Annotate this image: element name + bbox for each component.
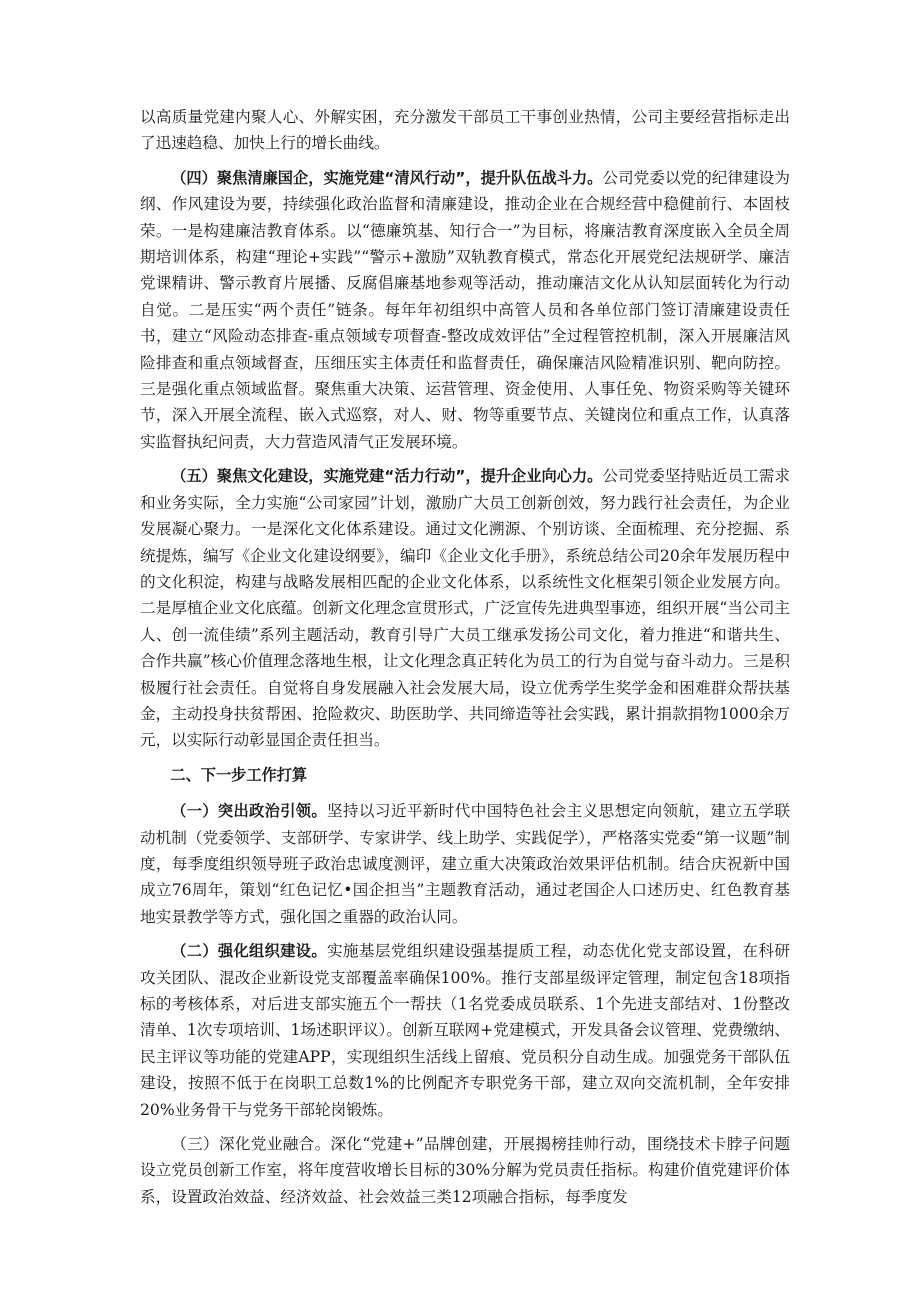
plan-2-paragraph — [140, 938, 790, 1123]
section-4-body: 公司党委以党的纪律建设为纲、作风建设为要，持续强化政治监督和清廉建设，推动企业在合规经营中稳健前行、本固枝荣。一是构建廉洁教育体系。以“德廉筑基、知行合一”为目标，将廉洁教育深度嵌入全员全周期培训体系，构建“理论+实践”“警示+激励”双轨教育模式，常态化开展党纪法规研学、廉洁党课精讲、警示教育片展播、反腐倡廉基地参观等活动，推动廉洁文化从认知层面转化为行动自觉。二是压实“两个责任”链条。每年年初组织中高管人员和各单位部门签订清廉建设责任书，建立“风险动态排查-重点领域专项督查-整改成效评估”全过程管控机制，深入开展廉洁风险排查和重点领域督查，压细压实主体责任和监督责任，确保廉洁风险精准识别、靶向防控。三是强化重点领域监督。聚焦重大决策、运营管理、资金使用、人事任免、物资采购等关键环节，深入开展全流程、嵌入式巡察，对人、财、物等重要节点、关键岗位和重点工作，认真落实监督执纪问责，大力营造风清气正发展环境。 — [140, 168, 790, 451]
plan-2-body: 实施基层党组织建设强基提质工程，动态优化党支部设置，在科研攻关团队、混改企业新设党支部覆盖率确保100%。推行支部星级评定管理，制定包含18项指标的考核体系，对后进支部实施五个一帮扶（1名党委成员联系、1个先进支部结对、1份整改清单、1次专项培训、1场述职评议）。创新互联网+党建模式，开发具备会议管理、党费缴纳、民主评议等功能的党建APP，实现组织生活线上留痕、党员积分自动生成。加强党务干部队伍建设，按照不低于在岗职工总数1%的比例配齐专职党务干部，建立双向交流机制，全年安排20%业务骨干与党务干部轮岗锻炼。 — [140, 942, 790, 1119]
plan-3-body: 深化“党建+”品牌创建，开展揭榜挂帅行动，围绕技术卡脖子问题设立党员创新工作室，将年度营收增长目标的30%分解为党员责任指标。构建价值党建评价体系，设置政治效益、经济效益、社会效益三类12项融合指标，每季度发 — [140, 1135, 790, 1206]
part-2-heading: 二、下一步工作打算 — [170, 765, 308, 784]
plan-1-body: 坚持以习近平新时代中国特色社会主义思想定向领航，建立五学联动机制（党委领学、支部研学、专家讲学、线上助学、实践促学），严格落实党委“第一议题”制度，每季度组织领导班子政治忠诚度测评，建立重大决策政治效果评估机制。结合庆祝新中国成立76周年，策划“红色记忆•国企担当”主题教育活动，通过老国企人口述历史、红色教育基地实景教学等方式，强化国之重器的政治认同。 — [140, 802, 790, 926]
section-5-lead: （五）聚焦文化建设，实施党建“活力行动”，提升企业向心力。 — [171, 467, 603, 486]
plan-2-lead: （二）强化组织建设。 — [171, 942, 327, 961]
plan-1-paragraph — [140, 798, 790, 930]
plan-3-paragraph — [140, 1131, 790, 1210]
plan-1-lead: （一）突出政治引领。 — [171, 802, 327, 821]
section-5-paragraph — [140, 463, 790, 753]
intro-continuation-paragraph: 以高质量党建内聚人心、外解实困，充分激发干部员工干事创业热情，公司主要经营指标走出了迅速趋稳、加快上行的增长曲线。 — [140, 108, 790, 153]
document-page — [140, 104, 790, 1218]
section-5-body: 公司党委坚持贴近员工需求和业务实际，全力实施“公司家园”计划，激励广大员工创新创效，努力践行社会责任，为企业发展凝心聚力。一是深化文化体系建设。通过文化溯源、个别访谈、全面梳理、充分挖掘、系统提炼，编写《企业文化建设纲要》，编印《企业文化手册》，系统总结公司20余年发展历程中的文化积淀，构建与战略发展相匹配的企业文化体系，以系统性文化框架引领企业发展方向。二是厚植企业文化底蕴。创新文化理念宣贯形式，广泛宣传先进典型事迹，组织开展“当公司主人、创一流佳绩”系列主题活动，教育引导广大员工继承发扬公司文化，着力推进“和谐共生、合作共赢”核心价值理念落地生根，让文化理念真正转化为员工的行为自觉与奋斗动力。三是积极履行社会责任。自觉将自身发展融入社会发展大局，设立优秀学生奖学金和困难群众帮扶基金，主动投身扶贫帮困、抢险救灾、助医助学、共同缔造等社会实践，累计捐款捐物1000余万元，以实际行动彰显国企责任担当。 — [140, 467, 790, 750]
plan-3-lead: （三）深化党业融合。 — [171, 1135, 331, 1154]
section-4-paragraph — [140, 165, 790, 455]
section-4-lead: （四）聚焦清廉国企，实施党建“清风行动”，提升队伍战斗力。 — [171, 168, 603, 187]
